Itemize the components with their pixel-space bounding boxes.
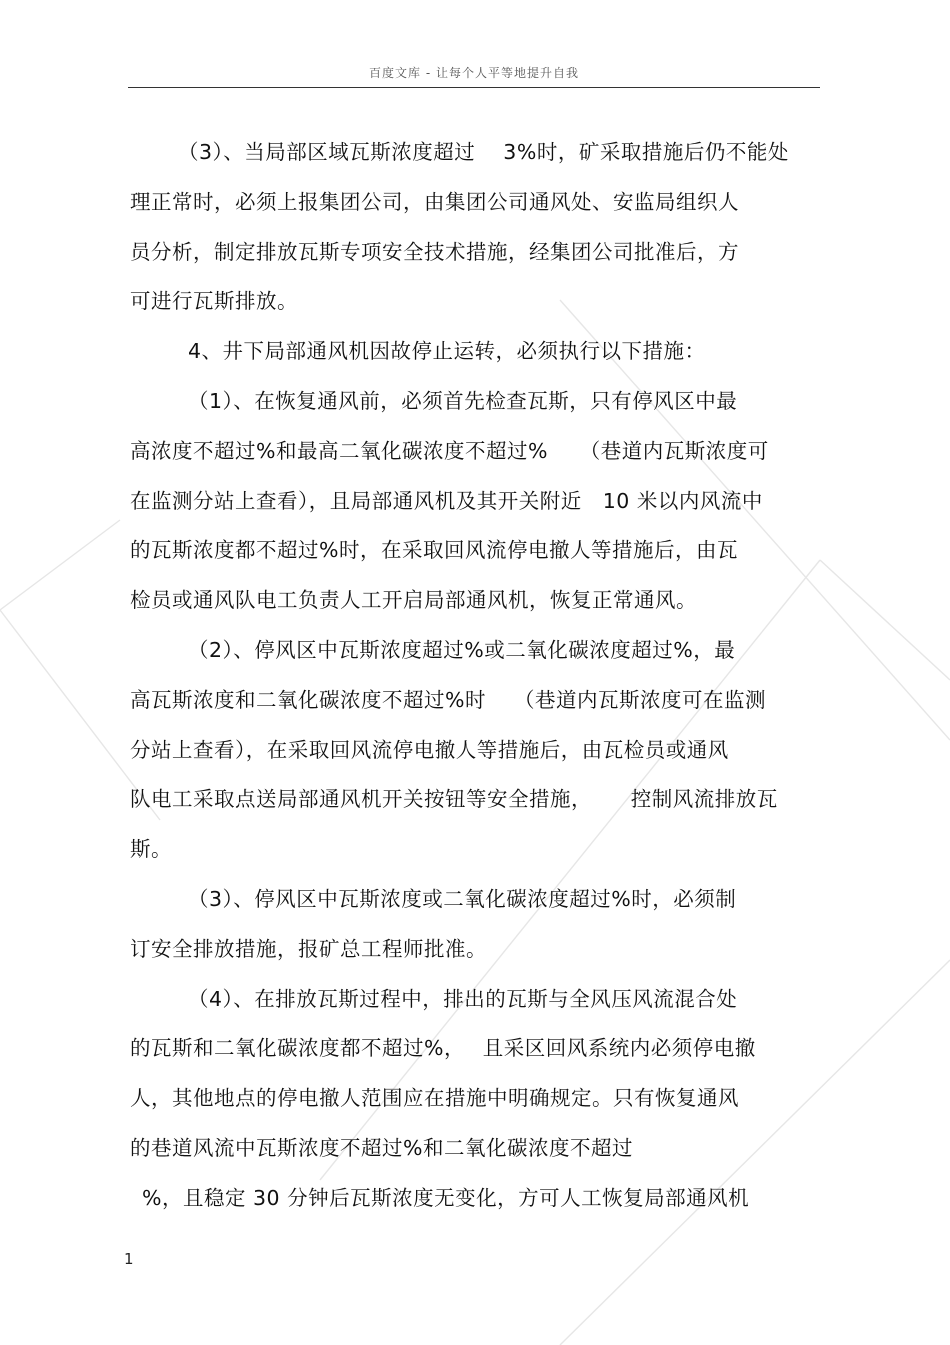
text-line: 订安全排放措施，报矿总工程师批准。 (130, 936, 487, 961)
text-line: （3）、当局部区域瓦斯浓度超过 3%时，矿采取措施后仍不能处 (178, 140, 789, 164)
text-line: 高瓦斯浓度和二氧化碳浓度不超过%时 （巷道内瓦斯浓度可在监测 (130, 687, 766, 712)
text-line: 斯。 (130, 837, 172, 862)
text-line: 4、井下局部通风机因故停止运转，必须执行以下措施： (188, 339, 706, 364)
text-line: （4）、在排放瓦斯过程中，排出的瓦斯与全风压风流混合处 (188, 986, 738, 1011)
text-line: 的巷道风流中瓦斯浓度不超过%和二氧化碳浓度不超过 (130, 1135, 633, 1160)
text-line: 人，其他地点的停电撤人范围应在措施中明确规定。只有恢复通风 (130, 1086, 739, 1111)
text-line: %，且稳定 30 分钟后瓦斯浓度无变化，方可人工恢复局部通风机 (142, 1185, 750, 1210)
page-number: 1 (124, 1250, 134, 1268)
text-line: 员分析，制定排放瓦斯专项安全技术措施，经集团公司批准后，方 (130, 239, 739, 264)
document-body (130, 128, 820, 1224)
page-header: 百度文库 - 让每个人平等地提升自我 (369, 66, 579, 80)
text-line: 理正常时，必须上报集团公司，由集团公司通风处、安监局组织人 (130, 189, 739, 214)
header-divider (128, 87, 820, 88)
text-line: 队电工采取点送局部通风机开关按钮等安全措施， 控制风流排放瓦 (130, 787, 778, 812)
text-line: 的瓦斯和二氧化碳浓度都不超过%， 且采区回风系统内必须停电撤 (130, 1036, 756, 1061)
text-line: 高浓度不超过%和最高二氧化碳浓度不超过% （巷道内瓦斯浓度可 (130, 438, 769, 463)
text-line: （3）、停风区中瓦斯浓度或二氧化碳浓度超过%时，必须制 (188, 886, 737, 911)
text-line: 的瓦斯浓度都不超过%时，在采取回风流停电撤人等措施后，由瓦 (130, 538, 738, 563)
text-line: 分站上查看），在采取回风流停电撤人等措施后，由瓦检员或通风 (130, 737, 729, 762)
text-line: 在监测分站上查看），且局部通风机及其开关附近 10 米以内风流中 (130, 488, 763, 513)
text-line: 可进行瓦斯排放。 (130, 289, 298, 314)
text-line: 检员或通风队电工负责人工开启局部通风机，恢复正常通风。 (130, 588, 697, 613)
text-line: （2）、停风区中瓦斯浓度超过%或二氧化碳浓度超过%，最 (188, 637, 736, 662)
text-line: （1）、在恢复通风前，必须首先检查瓦斯，只有停风区中最 (188, 388, 738, 413)
